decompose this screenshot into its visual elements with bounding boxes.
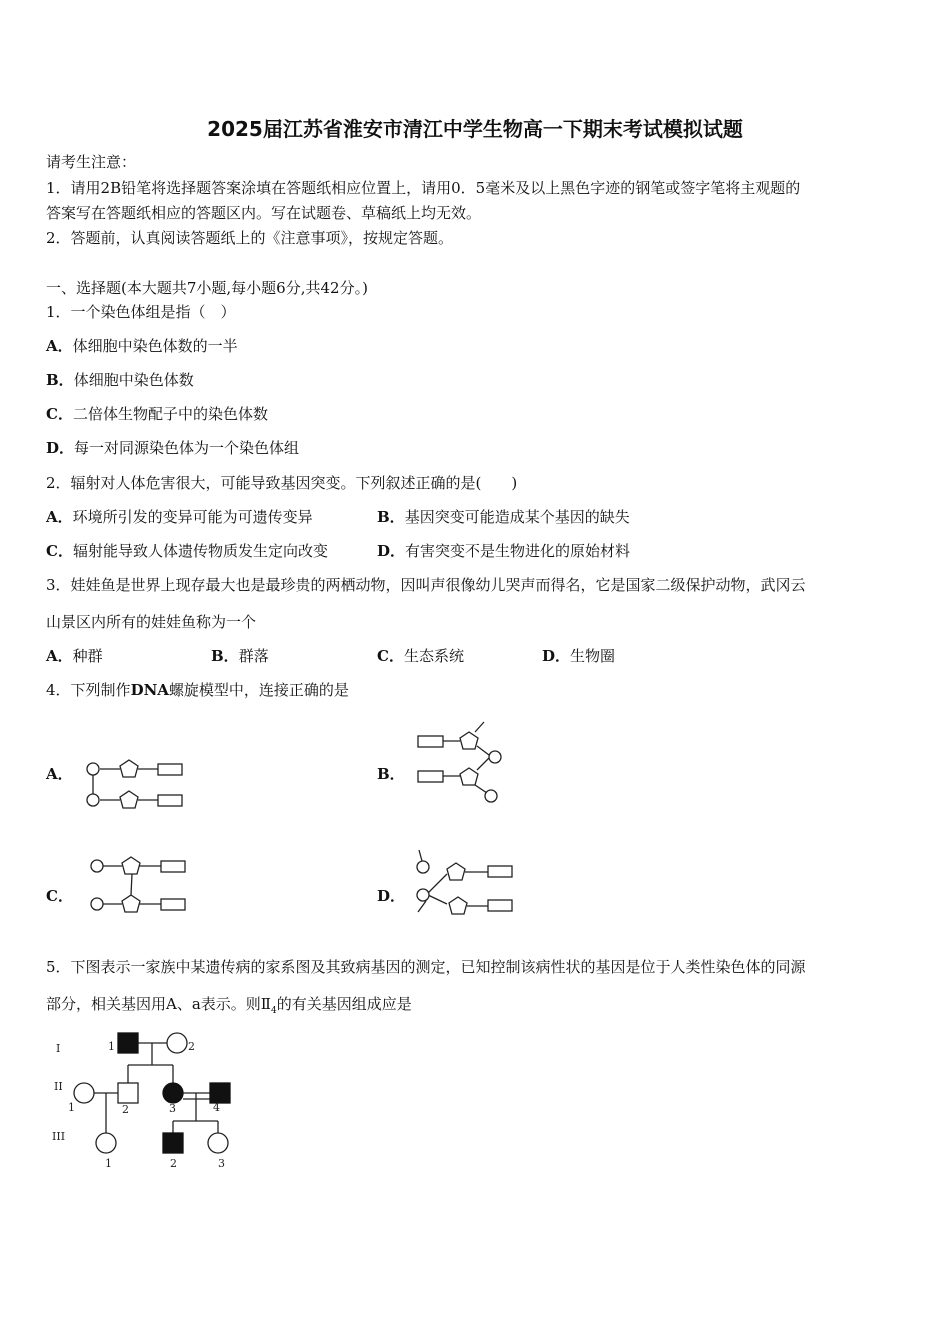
pedigree-chart: [50, 1025, 250, 1175]
option-letter: C．: [46, 405, 73, 423]
generation-label: II: [54, 1080, 63, 1093]
question-stem: 下图表示一家族中某遗传病的家系图及其致病基因的测定，已知控制该病性状的基因是位于人类性染色体的同源: [70, 958, 806, 976]
option-text: 有害突变不是生物进化的原始材料: [405, 542, 631, 560]
question-4: [46, 680, 349, 700]
unaffected-male: [118, 1083, 138, 1103]
q2-option-d: [377, 541, 630, 561]
dna-model-b: [415, 718, 515, 808]
individual-number: 3: [169, 1102, 176, 1115]
question-stem-continued: 山景区内所有的娃娃鱼称为一个: [46, 613, 257, 631]
option-letter: A．: [46, 508, 73, 526]
option-text: 生态系统: [403, 647, 464, 665]
dna-model-a: [80, 755, 190, 810]
dna-model-c: [85, 852, 195, 917]
question-stem: 螺旋模型中，连接正确的是: [168, 681, 349, 699]
option-text: 每一对同源染色体为一个染色体组: [74, 439, 300, 457]
question-stem: 下列制作: [70, 681, 131, 699]
unaffected-female: [208, 1133, 228, 1153]
individual-number: 2: [122, 1103, 129, 1116]
question-3: [46, 575, 806, 595]
option-letter: D．: [542, 647, 571, 665]
q1-option-a: [46, 336, 238, 356]
individual-number: 1: [68, 1101, 75, 1114]
question-5: [46, 957, 806, 977]
question-number: 3．: [46, 576, 71, 594]
q1-option-b: [46, 370, 194, 390]
question-stem: 部分，相关基因用A、a表示。则Ⅱ: [46, 995, 271, 1013]
individual-number: 2: [188, 1040, 195, 1053]
question-number: 2．: [46, 474, 71, 492]
question-stem: 辐射对人体危害很大，可能导致基因突变。下列叙述正确的是( ): [70, 474, 518, 492]
q4-option-c-letter: C．: [46, 887, 73, 905]
option-text: 基因突变可能造成某个基因的缺失: [404, 508, 630, 526]
section-heading: 一、选择题(本大题共7小题,每小题6分,共42分。): [46, 279, 368, 297]
question-stem-dna: DNA: [130, 681, 169, 699]
individual-number: 3: [218, 1157, 225, 1170]
q3-option-a: [46, 646, 103, 666]
notice-line: 答案写在答题纸相应的答题区内。写在试题卷、草稿纸上均无效。: [46, 204, 482, 222]
option-text: 体细胞中染色体数: [73, 371, 194, 389]
option-letter: C．: [46, 542, 73, 560]
q4-option-b-letter: B．: [377, 765, 405, 783]
option-text: 种群: [72, 647, 103, 665]
option-text: 二倍体生物配子中的染色体数: [72, 405, 268, 423]
q4-option-d-letter: D．: [377, 887, 406, 905]
option-text: 辐射能导致人体遗传物质发生定向改变: [72, 542, 328, 560]
individual-number: 1: [108, 1040, 115, 1053]
question-stem: 的有关基因组成应是: [276, 995, 412, 1013]
individual-number: 2: [170, 1157, 177, 1170]
subscript: 4: [270, 1006, 277, 1016]
question-number: 1．: [46, 303, 71, 321]
generation-label: I: [56, 1042, 61, 1055]
unaffected-female: [96, 1133, 116, 1153]
option-text: 体细胞中染色体数的一半: [72, 337, 238, 355]
question-number: 5．: [46, 958, 71, 976]
dna-model-d: [413, 846, 518, 921]
option-letter: D．: [46, 439, 75, 457]
affected-male: [210, 1083, 230, 1103]
notice-line: 2．答题前，认真阅读答题纸上的《注意事项》，按规定答题。: [46, 229, 454, 247]
notice-line: 1．请用2B铅笔将选择题答案涂填在答题纸相应位置上，请用0．5毫米及以上黑色字迹的钢笔或签字笔将主观题的: [46, 179, 801, 197]
q1-option-d: [46, 438, 299, 458]
option-letter: B．: [377, 508, 405, 526]
q2-option-b: [377, 507, 630, 527]
unaffected-female: [167, 1033, 187, 1053]
q3-option-b: [211, 646, 269, 666]
q2-option-c: [46, 541, 328, 561]
unaffected-female: [74, 1083, 94, 1103]
question-2: [46, 473, 517, 493]
individual-number: 4: [213, 1101, 220, 1114]
option-letter: C．: [377, 647, 404, 665]
option-letter: D．: [377, 542, 406, 560]
q3-option-d: [542, 646, 615, 666]
question-stem-continued: [46, 994, 412, 1021]
option-letter: B．: [211, 647, 239, 665]
q4-option-a-letter: A．: [46, 765, 73, 783]
generation-label: III: [52, 1130, 66, 1143]
q1-option-c: [46, 404, 268, 424]
individual-number: 1: [105, 1157, 112, 1170]
option-text: 群落: [238, 647, 269, 665]
question-stem: 一个染色体组是指（ ）: [70, 303, 236, 321]
option-letter: A．: [46, 647, 73, 665]
option-letter: B．: [46, 371, 74, 389]
page-title: 2025届江苏省淮安市清江中学生物高一下期末考试模拟试题: [207, 117, 743, 141]
option-text: 环境所引发的变异可能为可遗传变异: [72, 508, 313, 526]
q3-option-c: [377, 646, 464, 666]
question-stem: 娃娃鱼是世界上现存最大也是最珍贵的两栖动物，因叫声很像幼儿哭声而得名，它是国家二级保护动物，武冈云: [70, 576, 806, 594]
affected-female: [163, 1083, 183, 1103]
option-letter: A．: [46, 337, 73, 355]
q2-option-a: [46, 507, 313, 527]
question-1: [46, 302, 236, 322]
affected-male: [163, 1133, 183, 1153]
question-number: 4．: [46, 681, 71, 699]
affected-male: [118, 1033, 138, 1053]
notice-heading: 请考生注意：: [46, 153, 137, 171]
option-text: 生物圈: [570, 647, 616, 665]
